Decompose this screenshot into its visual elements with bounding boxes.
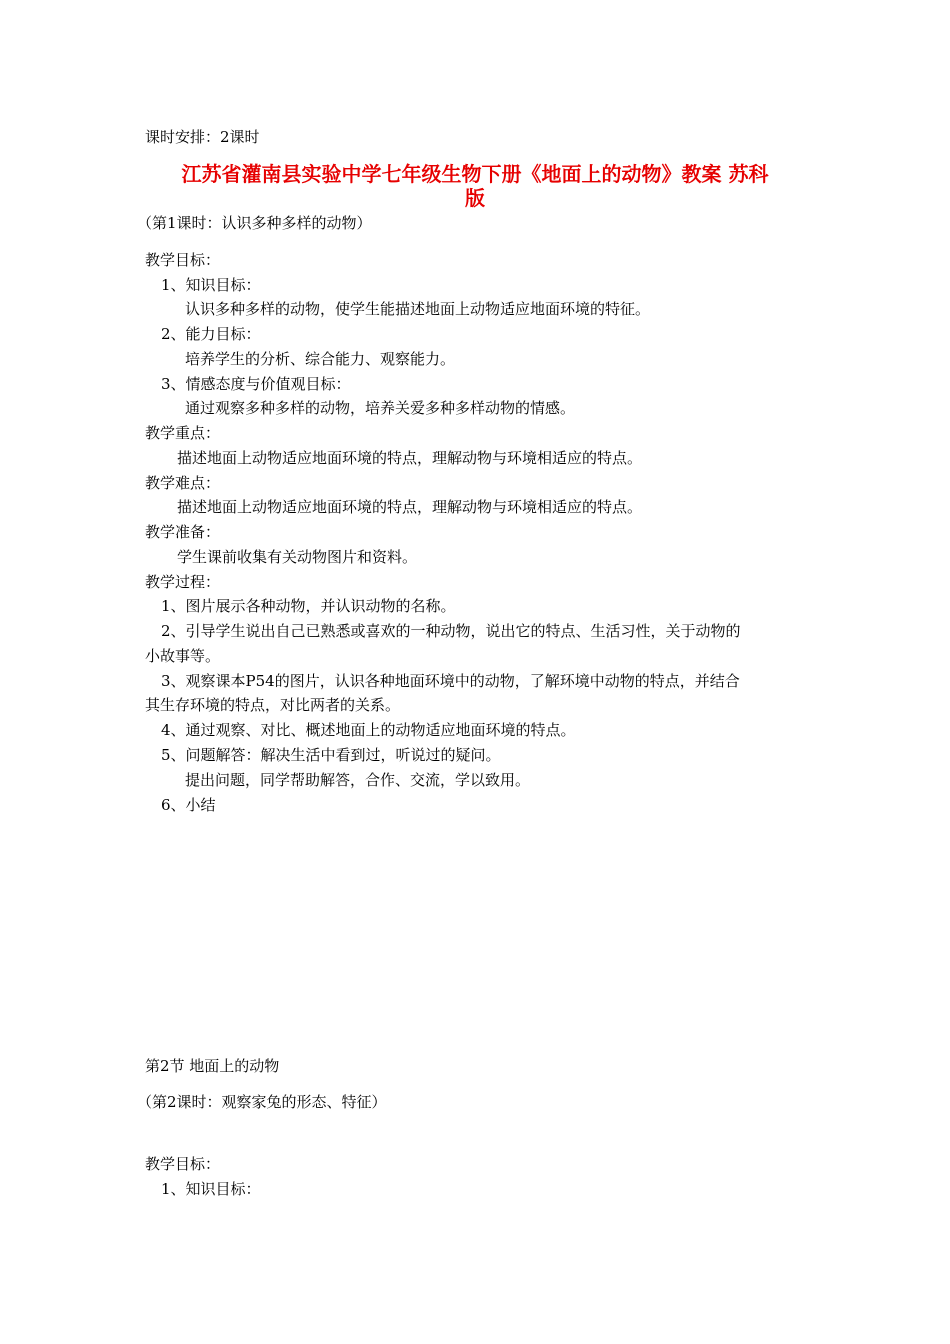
lesson1-goals-heading: 教学目标： (145, 251, 221, 269)
lesson1-goal2-text: 培养学生的分析、综合能力、观察能力。 (185, 350, 456, 368)
lesson1-step3-line1: 3、观察课本P54的图片，认识各种地面环境中的动物，了解环境中动物的特点，并结合 (161, 672, 740, 690)
lesson1-difficulty-text: 描述地面上动物适应地面环境的特点，理解动物与环境相适应的特点。 (177, 498, 643, 516)
lesson1-step2-line1: 2、引导学生说出自己已熟悉或喜欢的一种动物，说出它的特点、生活习性，关于动物的 (161, 622, 741, 640)
document-title-line2: 版 (465, 186, 485, 210)
lesson2-goal1-label: 1、知识目标： (161, 1180, 261, 1198)
lesson1-prep-text: 学生课前收集有关动物图片和资料。 (177, 548, 418, 566)
lesson1-step2-line2: 小故事等。 (145, 647, 221, 665)
lesson2-goals-heading: 教学目标： (145, 1155, 221, 1173)
lesson1-goal1-text: 认识多种多样的动物，使学生能描述地面上动物适应地面环境的特征。 (185, 300, 651, 318)
lesson1-goal3-text: 通过观察多种多样的动物，培养关爱多种多样动物的情感。 (185, 399, 576, 417)
lesson1-process-heading: 教学过程： (145, 573, 221, 591)
document-title-line1: 江苏省灌南县实验中学七年级生物下册《地面上的动物》教案 苏科 (181, 162, 769, 186)
lesson1-difficulty-heading: 教学难点： (145, 474, 221, 492)
lesson1-step5-detail: 提出问题，同学帮助解答，合作、交流，学以致用。 (185, 771, 531, 789)
lesson1-subtitle: （第1课时：认识多种多样的动物） (137, 214, 372, 232)
lesson1-key-heading: 教学重点： (145, 424, 221, 442)
lesson2-subtitle: （第2课时：观察家兔的形态、特征） (137, 1093, 387, 1111)
lesson2-section-title: 第2节 地面上的动物 (145, 1057, 280, 1075)
lesson1-goal2-label: 2、能力目标： (161, 325, 261, 343)
lesson1-prep-heading: 教学准备： (145, 523, 221, 541)
lesson1-step6: 6、小结 (161, 796, 216, 814)
lesson1-goal1-label: 1、知识目标： (161, 276, 261, 294)
lesson1-step3-line2: 其生存环境的特点，对比两者的关系。 (145, 696, 401, 714)
schedule-line: 课时安排：2课时 (145, 128, 260, 146)
lesson1-step1: 1、图片展示各种动物，并认识动物的名称。 (161, 597, 456, 615)
lesson1-key-text: 描述地面上动物适应地面环境的特点，理解动物与环境相适应的特点。 (177, 449, 643, 467)
lesson1-step5: 5、问题解答：解决生活中看到过，听说过的疑问。 (161, 746, 501, 764)
lesson1-step4: 4、通过观察、对比、概述地面上的动物适应地面环境的特点。 (161, 721, 576, 739)
lesson1-goal3-label: 3、情感态度与价值观目标： (161, 375, 351, 393)
